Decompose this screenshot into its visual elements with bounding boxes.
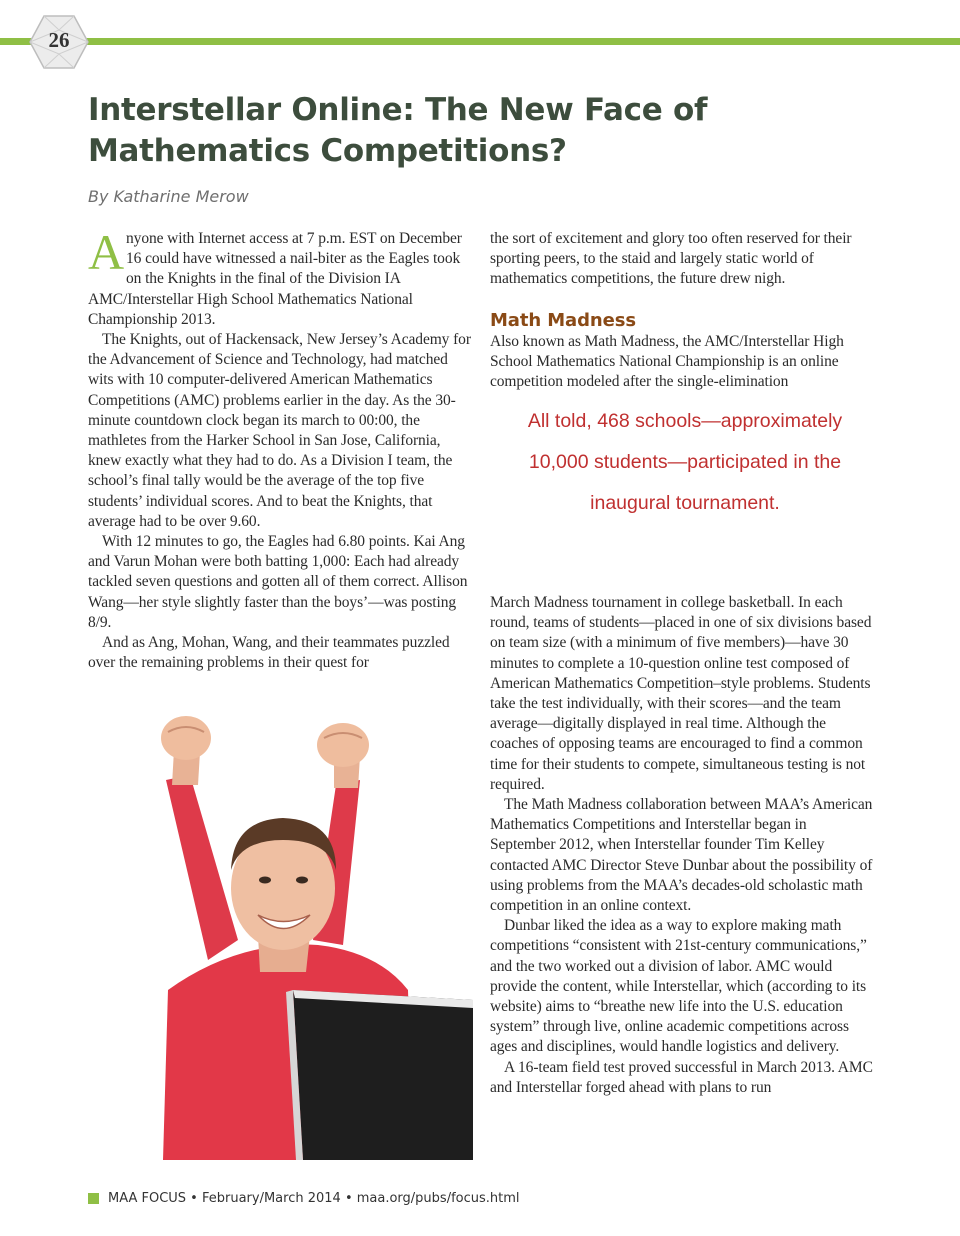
paragraph: The Knights, out of Hackensack, New Jersey’s Academy for the Advancement of Science and Technology, had matched wits with 10 computer-delivered American Mathematics Competitions (AMC) problems earlier in the day. As the 30-minute countdown clock began its march to 00:00, the mathletes from the Harker School in San Jose, California, knew exactly what they had to do. As a Division I team, the school’s final tally would be the average of the top five students’ individual scores. And to beat the Knights, that average had to be over 9.60. (88, 331, 471, 530)
student-cheering-photo (88, 690, 473, 1160)
right-column-top (490, 229, 875, 392)
paragraph: A 16-team field test proved successful in March 2013. AMC and Interstellar forged ahead with plans to run (490, 1058, 873, 1096)
footer-square-icon (88, 1193, 99, 1204)
right-fist (317, 723, 369, 767)
section-heading: Math Madness (490, 309, 636, 331)
drop-cap: A (88, 224, 125, 280)
paragraph: With 12 minutes to go, the Eagles had 6.80 points. Kai Ang and Varun Mohan were both batting 1,000: Each had already tackled seven questions and gotten all of them correct. Allison Wang—her style slightly faster than the boys’—was posting 8/9. (88, 533, 468, 631)
paragraph-text: nyone with Internet access at 7 p.m. EST on December 16 could have witnessed a nail-biter as the Eagles took on the Knights in the final of the Division IA AMC/Interstellar High School Mathematics National Championship 2013. (88, 230, 462, 328)
paragraph: Dunbar liked the idea as a way to explore making math competitions “consistent with 21st-century communications,” and the two worked out a division of labor. AMC would provide the content, while Interstellar, which (according to its website) aims to “breathe new life into the U.S. education system” through live, online academic competitions across ages and disciplines, would handle logistics and delivery. (490, 917, 867, 1056)
page-footer (88, 1191, 520, 1206)
left-arm (166, 775, 238, 960)
paragraph: And as Ang, Mohan, Wang, and their teammates puzzled over the remaining problems in their quest for (88, 634, 450, 672)
pull-quote: All told, 468 schools—approximately 10,000 students—participated in the inaugural tournament. (527, 410, 843, 514)
left-column (88, 224, 473, 673)
paragraph: March Madness tournament in college basketball. In each round, teams of students—placed in one of six divisions based on team size (with a minimum of five members)—have 30 minutes to complete a 10-question online test composed of American Mathematics Competition–style problems. Students take the test individually, with their scores—and the team average—digitally displayed in real time. Although the coaches of opposing teams are encouraged to find a common time for their students to compete, simultaneous testing is not required. (490, 594, 872, 793)
paragraph (88, 224, 473, 330)
page-number-badge (28, 14, 90, 70)
paragraph: the sort of excitement and glory too often reserved for their sporting peers, to the staid and largely static world of mathematics competitions, the future drew nigh. (490, 230, 852, 288)
footer-text: MAA FOCUS • February/March 2014 • maa.org/pubs/focus.html (108, 1191, 520, 1206)
laptop-screen (293, 990, 473, 1160)
byline: By Katharine Merow (88, 187, 249, 206)
right-column-bottom (490, 593, 875, 1098)
paragraph: The Math Madness collaboration between MAA’s American Mathematics Competitions and Interstellar began in September 2012, when Interstellar founder Tim Kelley contacted AMC Director Steve Dunbar about the possibility of using problems from the MAA’s decades-old scholastic math competition in an online context. (490, 796, 873, 915)
left-fist (161, 716, 211, 760)
article-title: Interstellar Online: The New Face of Mathematics Competitions? (88, 92, 708, 169)
page-number: 26 (48, 28, 70, 52)
paragraph: Also known as Math Madness, the AMC/Interstellar High School Mathematics National Championship is an online competition modeled after the single-elimination (490, 332, 844, 391)
top-rule (0, 38, 960, 45)
